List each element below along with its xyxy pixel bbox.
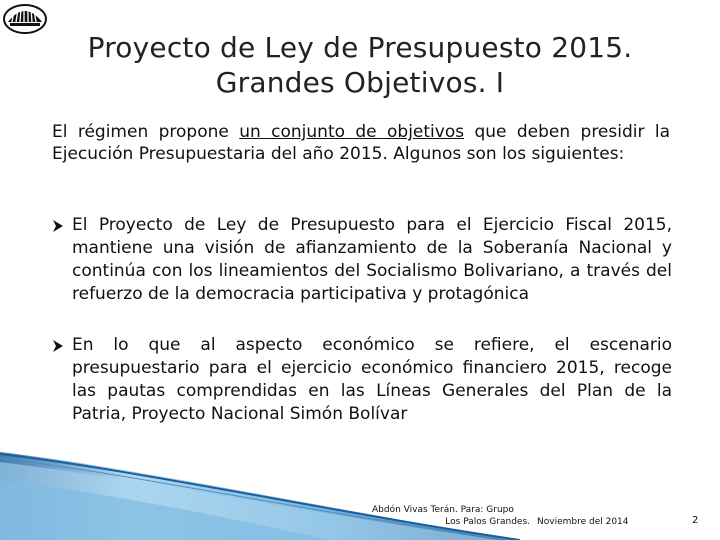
intro-text-end: que deben presidir la Ejecución Presupuestaria del año 2015. Algunos son los siguientes: xyxy=(52,122,670,164)
intro-underlined-text: un conjunto de objetivos xyxy=(239,122,465,142)
bullet-text: El Proyecto de Ley de Presupuesto para el Ejercicio Fiscal 2015, mantiene una visión de afianzamiento de la Soberanía Nacional y continúa con los lineamientos del Socialismo Bolivariano, a través del refuerzo de la democracia participativa y protagónica xyxy=(72,215,672,304)
intro-text-start: El régimen propone xyxy=(52,122,240,142)
bullet-list xyxy=(52,214,672,426)
logo-icon xyxy=(2,2,48,36)
title-line-1: Proyecto de Ley de Presupuesto 2015. xyxy=(87,31,633,64)
title-line-2: Grandes Objetivos. I xyxy=(215,66,505,99)
bullet-item xyxy=(52,334,672,426)
footer-credit xyxy=(372,504,530,528)
arrowhead-bullet-icon xyxy=(52,220,64,232)
page-number: 2 xyxy=(692,515,699,526)
bullet-text: En lo que al aspecto económico se refiere, el escenario presupuestario para el ejercicio económico financiero 2015, recoge las pautas comprendidas en las Líneas Generales del Plan de la Patria, Proyecto Nacional Simón Bolívar xyxy=(72,335,672,424)
footer-credit-line-2: Los Palos Grandes. xyxy=(445,517,530,527)
footer-date: Noviembre del 2014 xyxy=(537,517,629,527)
slide-title xyxy=(60,30,660,100)
bullet-item xyxy=(52,214,672,306)
footer-credit-line-1: Abdón Vivas Terán. Para: Grupo xyxy=(372,505,514,515)
arrowhead-bullet-icon xyxy=(52,340,64,352)
intro-paragraph xyxy=(52,121,670,165)
